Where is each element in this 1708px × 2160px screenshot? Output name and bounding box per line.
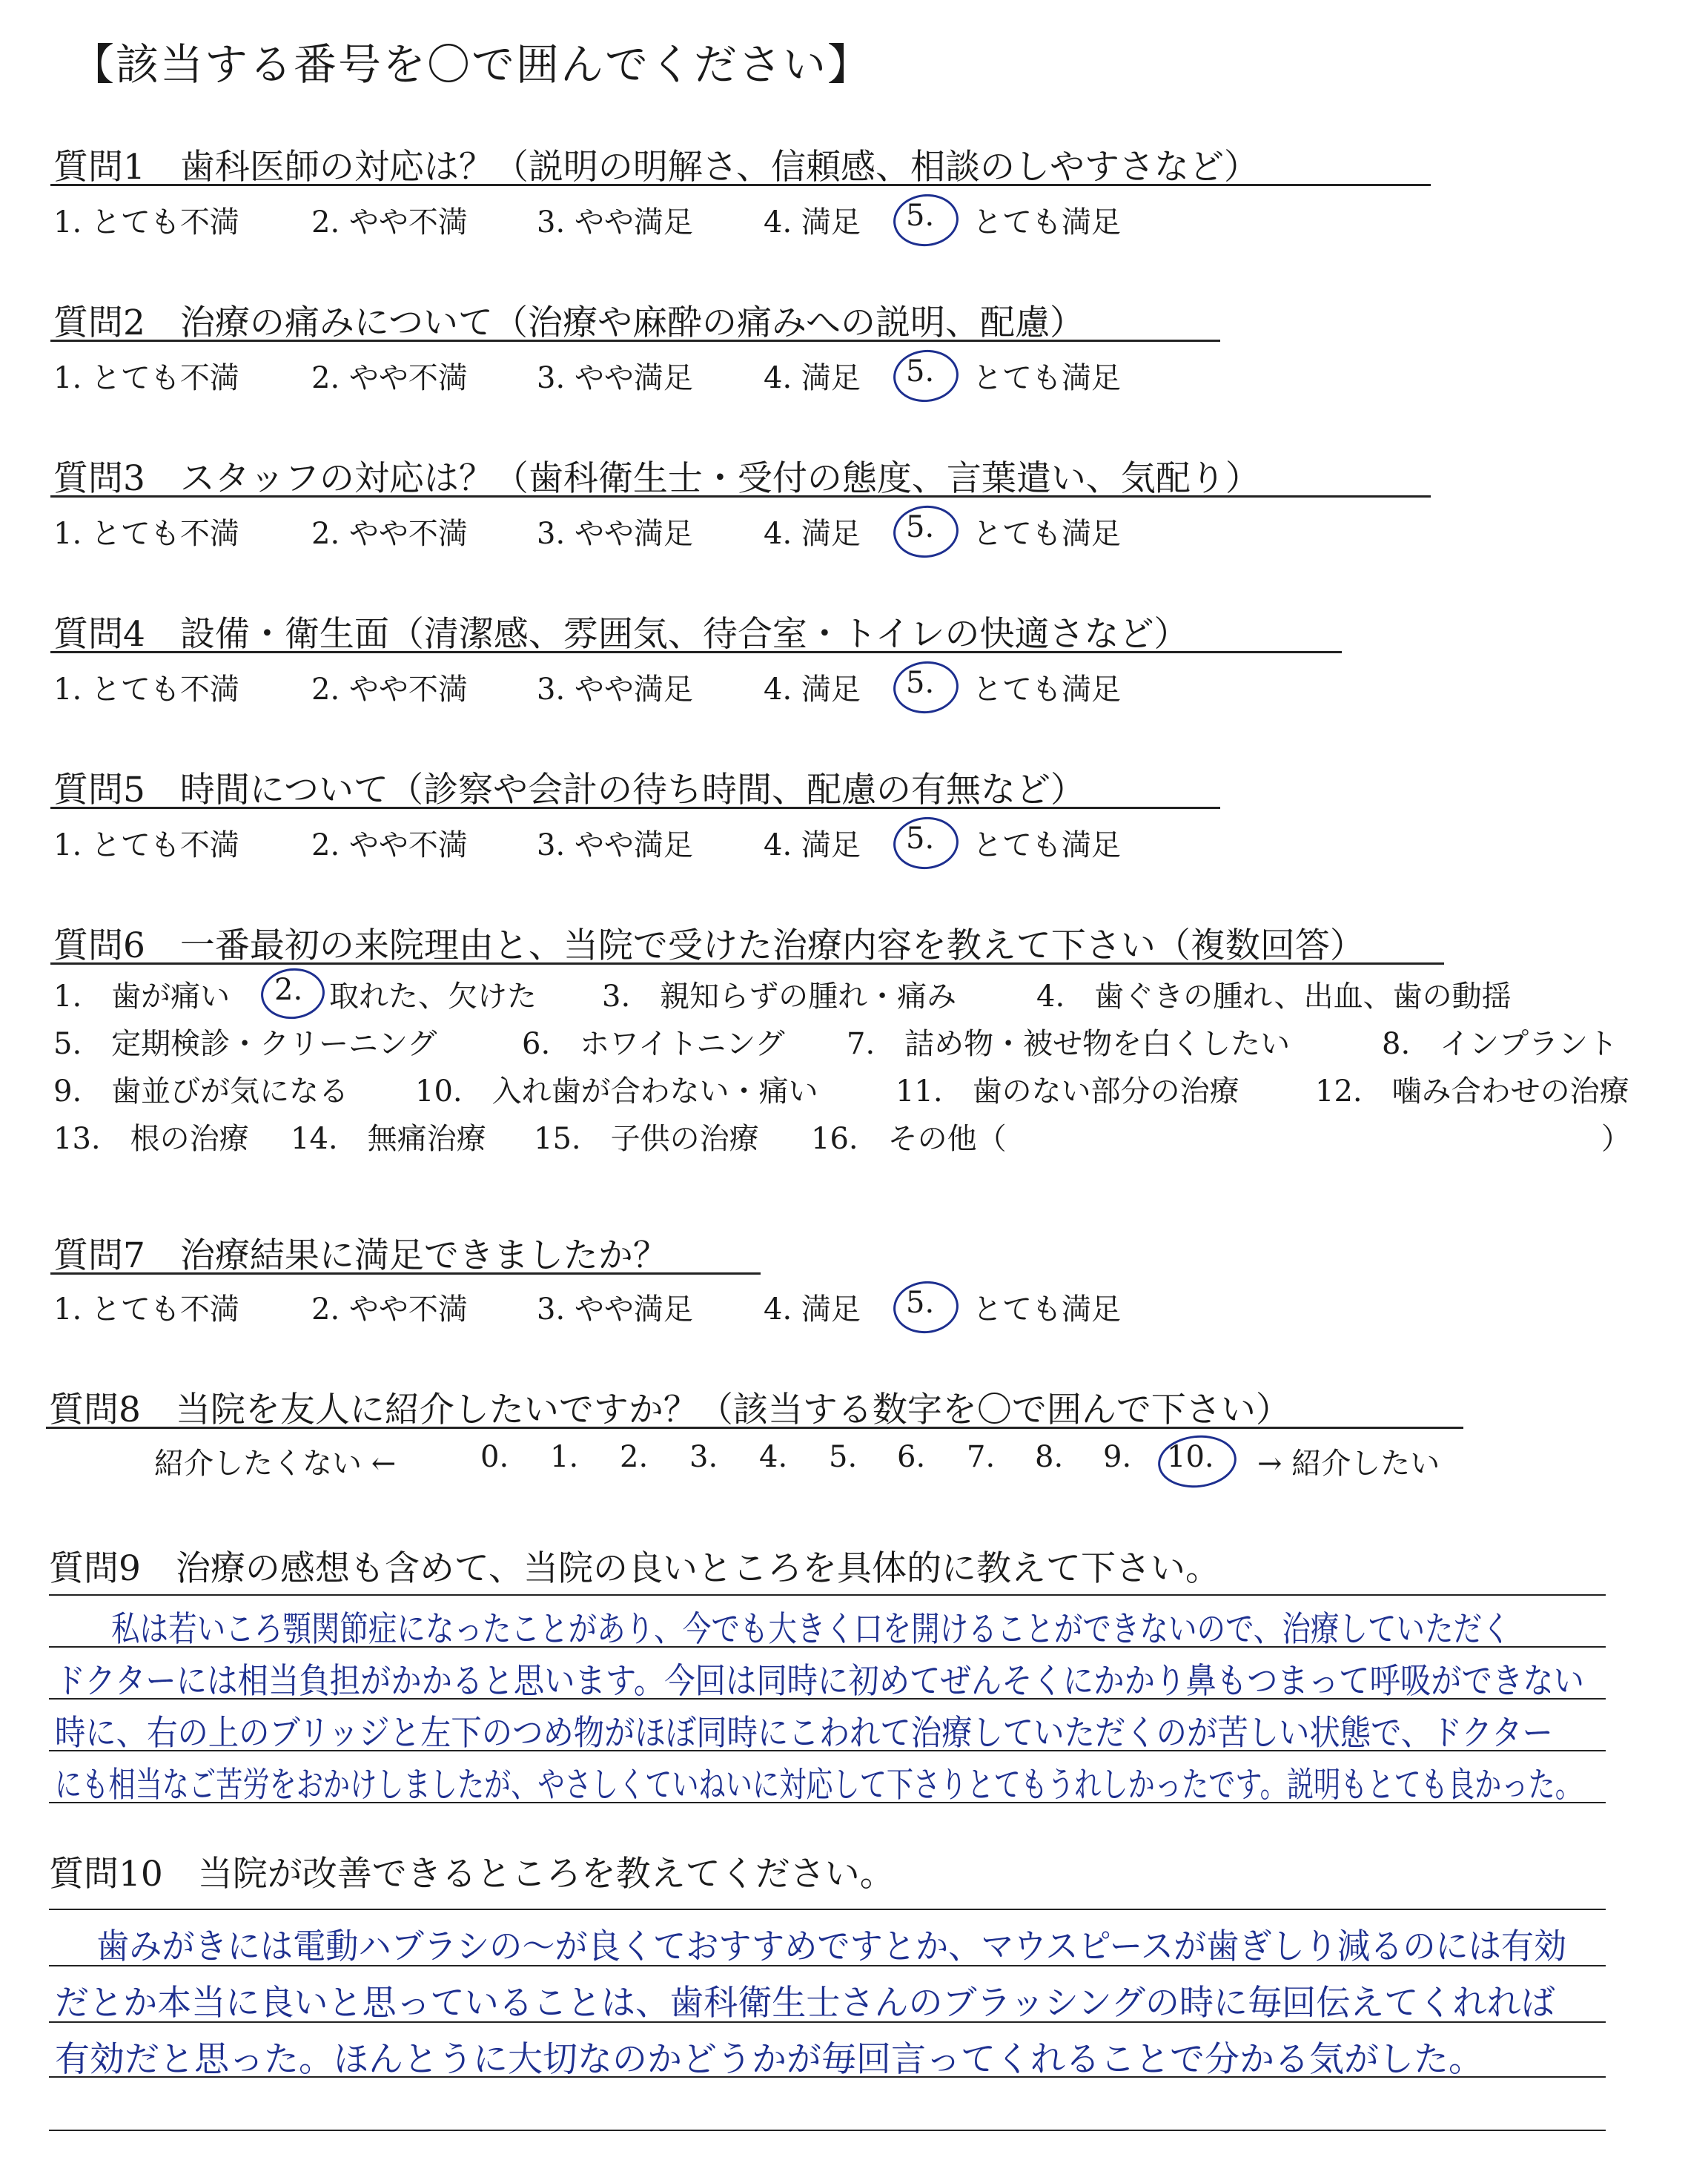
q6-option-11[interactable]: 11. 歯のない部分の治療 — [896, 1074, 1239, 1109]
q5-option-5-label: とても満足 — [973, 828, 1121, 862]
question-3-underline — [50, 495, 1431, 498]
q8-option-1[interactable]: 1. — [550, 1440, 579, 1474]
question-3-options — [0, 510, 1708, 552]
q10-rule-1 — [49, 1909, 1606, 1910]
q3-option-4[interactable]: 4. 満足 — [764, 517, 861, 551]
q2-option-4[interactable]: 4. 満足 — [764, 361, 861, 395]
q3-option-5-label: とても満足 — [973, 517, 1121, 551]
question-2-options — [0, 354, 1708, 396]
q6-option-16[interactable]: 16. その他（ — [811, 1122, 1007, 1156]
q1-option-4[interactable]: 4. 満足 — [764, 205, 861, 240]
question-5-title: 質問5 時間について（診察や会計の待ち時間、配慮の有無など） — [53, 770, 1085, 810]
question-2-underline — [50, 340, 1220, 342]
q6-option-10[interactable]: 10. 入れ歯が合わない・痛い — [415, 1074, 818, 1109]
q8-option-5[interactable]: 5. — [829, 1440, 858, 1474]
question-3-title: 質問3 スタッフの対応は？（歯科衛生士・受付の態度、言葉遣い、気配り） — [53, 458, 1260, 499]
q2-option-2[interactable]: 2. やや不満 — [311, 361, 468, 395]
q8-option-7[interactable]: 7. — [967, 1440, 996, 1474]
q3-option-2[interactable]: 2. やや不満 — [311, 517, 468, 551]
q6-option-9[interactable]: 9. 歯並びが気になる — [53, 1074, 349, 1109]
q9-answer-line-1: 私は若いころ顎関節症になったことがあり、今でも大きく口を開けることができないので、治療していただく — [111, 1609, 1511, 1650]
question-8-title: 質問8 当院を友人に紹介したいですか？（該当する数字を〇で囲んで下さい） — [49, 1390, 1291, 1430]
q9-rule-1 — [49, 1594, 1606, 1596]
q8-option-0[interactable]: 0. — [480, 1440, 509, 1474]
q4-option-4[interactable]: 4. 満足 — [764, 673, 861, 707]
q5-option-4[interactable]: 4. 満足 — [764, 828, 861, 862]
q1-option-2[interactable]: 2. やや不満 — [311, 205, 468, 240]
question-4-title: 質問4 設備・衛生面（清潔感、雰囲気、待合室・トイレの快適さなど） — [53, 614, 1189, 655]
q6-option-12[interactable]: 12. 噛み合わせの治療 — [1315, 1074, 1629, 1109]
q2-option-5[interactable]: 5. — [906, 354, 935, 389]
q1-option-3[interactable]: 3. やや満足 — [537, 205, 693, 240]
q6-option-3[interactable]: 3. 親知らずの腫れ・痛み — [602, 980, 957, 1014]
question-5-options — [0, 822, 1708, 863]
q8-left-label: 紹介したくない ← — [154, 1447, 397, 1481]
q7-option-1[interactable]: 1. とても不満 — [53, 1292, 239, 1327]
q7-option-2[interactable]: 2. やや不満 — [311, 1292, 468, 1327]
q3-option-5[interactable]: 5. — [906, 510, 935, 544]
q9-answer-line-4: にも相当なご苦労をおかけしましたが、やさしくていねいに対応して下さりとてもうれしかったです。説明もとても良かった。 — [55, 1765, 1582, 1806]
q8-option-2[interactable]: 2. — [620, 1440, 649, 1474]
q2-option-5-label: とても満足 — [973, 361, 1121, 395]
q6-option-6[interactable]: 6. ホワイトニング — [522, 1027, 785, 1061]
q1-option-5-label: とても満足 — [973, 205, 1121, 240]
q8-option-8[interactable]: 8. — [1035, 1440, 1064, 1474]
q6-option-2-label: 取れた、欠けた — [329, 980, 537, 1014]
q2-option-1[interactable]: 1. とても不満 — [53, 361, 239, 395]
q6-option-13[interactable]: 13. 根の治療 — [53, 1122, 249, 1156]
q7-option-3[interactable]: 3. やや満足 — [537, 1292, 693, 1327]
q8-right-label: → 紹介したい — [1257, 1447, 1440, 1481]
q6-option-4[interactable]: 4. 歯ぐきの腫れ、出血、歯の動揺 — [1036, 980, 1512, 1014]
q4-option-1[interactable]: 1. とても不満 — [53, 673, 239, 707]
question-1-underline — [50, 184, 1431, 186]
q9-answer-line-3: 時に、右の上のブリッジと左下のつめ物がほぼ同時にこわれて治療していただくのが苦しい状態で、ドクター — [55, 1713, 1553, 1754]
question-6-underline — [50, 962, 1444, 965]
q1-option-1[interactable]: 1. とても不満 — [53, 205, 239, 240]
question-10-title: 質問10 当院が改善できるところを教えてください。 — [49, 1854, 895, 1895]
question-6-title: 質問6 一番最初の来院理由と、当院で受けた治療内容を教えて下さい（複数回答） — [53, 925, 1365, 966]
q5-option-5[interactable]: 5. — [906, 822, 935, 856]
q6-option-7[interactable]: 7. 詰め物・被せ物を白くしたい — [847, 1027, 1291, 1061]
question-7-underline — [50, 1272, 761, 1275]
question-9-title: 質問9 治療の感想も含めて、当院の良いところを具体的に教えて下さい。 — [49, 1548, 1220, 1589]
q8-option-10[interactable]: 10. — [1167, 1440, 1214, 1474]
q3-option-3[interactable]: 3. やや満足 — [537, 517, 693, 551]
question-4-options — [0, 666, 1708, 707]
q10-rule-5 — [49, 2130, 1606, 2131]
q6-option-2[interactable]: 2. — [274, 973, 303, 1007]
q5-option-2[interactable]: 2. やや不満 — [311, 828, 468, 862]
q8-option-6[interactable]: 6. — [897, 1440, 926, 1474]
q4-option-5[interactable]: 5. — [906, 666, 935, 700]
q6-option-15[interactable]: 15. 子供の治療 — [534, 1122, 759, 1156]
q4-option-5-label: とても満足 — [973, 673, 1121, 707]
q7-option-5[interactable]: 5. — [906, 1286, 935, 1320]
question-8-scale — [0, 1440, 1708, 1482]
question-7-title: 質問7 治療結果に満足できましたか？ — [53, 1235, 668, 1276]
question-1-title: 質問1 歯科医師の対応は？（説明の明解さ、信頼感、相談のしやすさなど） — [53, 147, 1260, 188]
question-1-options — [0, 199, 1708, 240]
question-7-options — [0, 1286, 1708, 1327]
q4-option-2[interactable]: 2. やや不満 — [311, 673, 468, 707]
q10-answer-line-2: だとか本当に良いと思っていることは、歯科衛生士さんのブラッシングの時に毎回伝えてくれれば — [55, 1983, 1555, 2024]
q6-other-close-paren: ） — [1601, 1122, 1631, 1156]
q2-option-3[interactable]: 3. やや満足 — [537, 361, 693, 395]
q5-option-1[interactable]: 1. とても不満 — [53, 828, 239, 862]
q8-option-9[interactable]: 9. — [1103, 1440, 1132, 1474]
q6-option-5[interactable]: 5. 定期検診・クリーニング — [53, 1027, 437, 1061]
question-4-underline — [50, 651, 1342, 653]
q6-option-8[interactable]: 8. インプラント — [1382, 1027, 1618, 1061]
page-header: 【該当する番号を〇で囲んでください】 — [71, 39, 873, 90]
q8-option-3[interactable]: 3. — [689, 1440, 718, 1474]
question-8-underline — [46, 1427, 1463, 1429]
q3-option-1[interactable]: 1. とても不満 — [53, 517, 239, 551]
question-5-underline — [50, 807, 1220, 809]
q9-answer-line-2: ドクターには相当負担がかかると思います。今回は同時に初めてぜんそくにかかり鼻もつまって呼吸ができない — [55, 1661, 1585, 1702]
q8-option-4[interactable]: 4. — [759, 1440, 788, 1474]
q10-answer-line-1: 歯みがきには電動ハブラシの〜が良くておすすめですとか、マウスピースが歯ぎしり減るのには有効 — [96, 1926, 1567, 1967]
q7-option-5-label: とても満足 — [973, 1292, 1121, 1327]
q1-option-5[interactable]: 5. — [906, 199, 935, 233]
q6-option-14[interactable]: 14. 無痛治療 — [291, 1122, 486, 1156]
question-6-options — [0, 973, 1708, 1195]
question-2-title: 質問2 治療の痛みについて（治療や麻酔の痛みへの説明、配慮） — [53, 303, 1085, 343]
q10-answer-line-3: 有効だと思った。ほんとうに大切なのかどうかが毎回言ってくれることで分かる気がした。 — [55, 2039, 1483, 2080]
q6-option-1[interactable]: 1. 歯が痛い — [53, 980, 231, 1014]
q7-option-4[interactable]: 4. 満足 — [764, 1292, 861, 1327]
q5-option-3[interactable]: 3. やや満足 — [537, 828, 693, 862]
q4-option-3[interactable]: 3. やや満足 — [537, 673, 693, 707]
